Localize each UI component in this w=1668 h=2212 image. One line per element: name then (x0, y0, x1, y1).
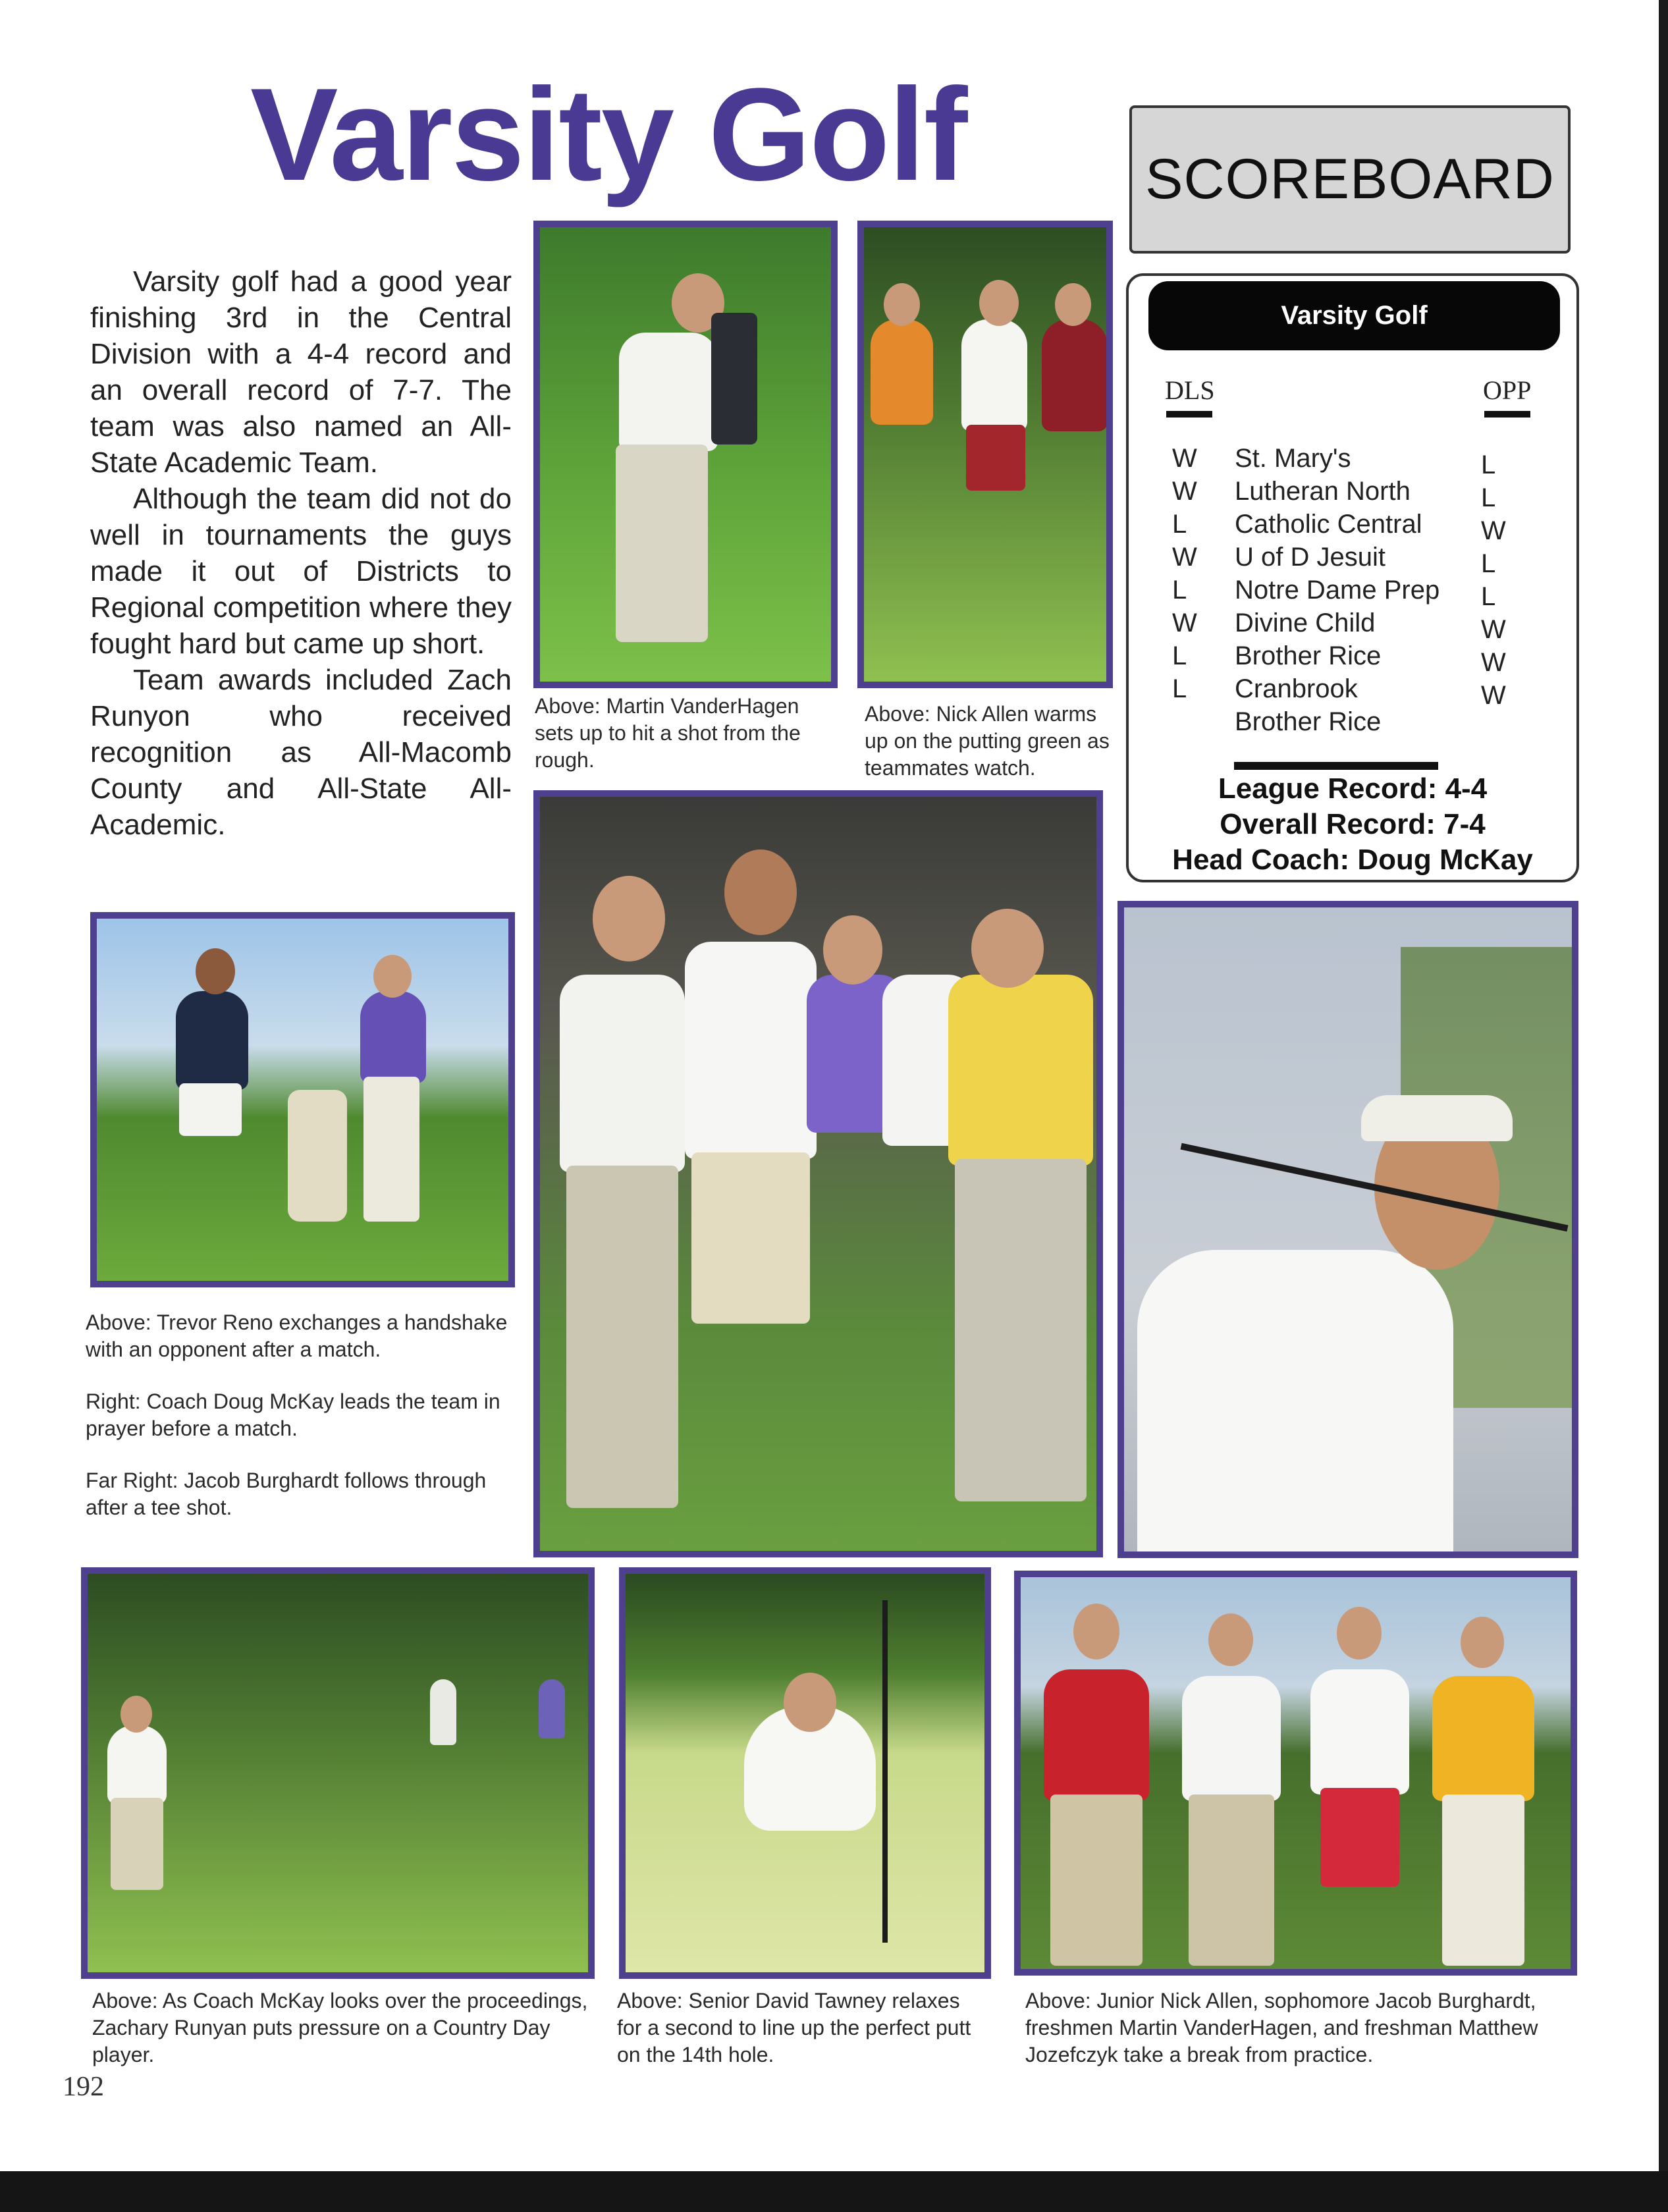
opp-result: W (1481, 648, 1506, 677)
opp-result: W (1481, 615, 1506, 644)
page-edge (1659, 0, 1668, 2212)
dls-result: L (1172, 510, 1187, 539)
scoreboard-rows (1129, 444, 1576, 740)
opp-result: L (1481, 483, 1496, 512)
opponent-name: Divine Child (1235, 608, 1376, 637)
opp-result: W (1481, 681, 1506, 710)
records-divider (1234, 762, 1438, 770)
body-paragraph: Team awards included Zach Runyon who received recognition as All-Macomb County and All-State All-Academic. (90, 664, 512, 841)
photo-team-break (1014, 1571, 1577, 1976)
score-row (1129, 608, 1576, 644)
league-record: League Record: 4-4 (1218, 772, 1488, 805)
caption-runyan: Above: As Coach McKay looks over the proceedings, Zachary Runyan puts pressure on a Country Day player. (92, 1989, 588, 2066)
caption-handshake: Above: Trevor Reno exchanges a handshake with an opponent after a match. (86, 1310, 508, 1361)
page-bottom-band (0, 2171, 1668, 2212)
photo-tawney (619, 1567, 991, 1979)
column-underline (1484, 411, 1530, 418)
opp-result: L (1481, 549, 1496, 578)
body-paragraph: Although the team did not do well in tournaments the guys made it out of Districts to Regional competition where they fought hard but came up short. (90, 483, 512, 660)
caption-prayer: Right: Coach Doug McKay leads the team in prayer before a match. (86, 1389, 500, 1440)
scoreboard-records (1129, 771, 1576, 878)
dls-result: L (1172, 641, 1187, 670)
scoreboard-box (1126, 273, 1579, 882)
photo-vanderhagen (533, 221, 838, 688)
scoreboard-label: Varsity Golf (1148, 281, 1560, 350)
score-row (1129, 543, 1576, 576)
photo-handshake (90, 912, 515, 1287)
caption-team-break: Above: Junior Nick Allen, sophomore Jacob Burghardt, freshmen Martin VanderHagen, and freshman Matthew Jozefczyk take a break from practice. (1025, 1989, 1538, 2066)
opp-result: L (1481, 582, 1496, 611)
scoreboard-col-dls: DLS (1165, 375, 1215, 405)
opponent-name: U of D Jesuit (1235, 543, 1386, 572)
score-row (1129, 674, 1576, 710)
score-row (1129, 477, 1576, 510)
dls-result: W (1172, 608, 1197, 637)
opponent-name: Notre Dame Prep (1235, 576, 1440, 605)
opponent-name: Brother Rice (1235, 707, 1382, 736)
score-row (1129, 707, 1576, 740)
page-title: Varsity Golf (250, 61, 967, 208)
photo-runyan (81, 1567, 595, 1979)
opponent-name: Catholic Central (1235, 510, 1422, 539)
photo-burghardt (1117, 901, 1578, 1558)
score-row (1129, 576, 1576, 611)
caption-vanderhagen: Above: Martin VanderHagen sets up to hit a shot from the rough. (535, 694, 801, 772)
scoreboard-col-opp: OPP (1483, 375, 1532, 405)
caption-allen: Above: Nick Allen warms up on the putting green as teammates watch. (865, 702, 1110, 780)
column-underline (1166, 411, 1212, 418)
body-paragraph: Varsity golf had a good year finishing 3rd in the Central Division with a 4-4 record and an overall record of 7-7. The team was also named an All-State Academic Team. (90, 265, 512, 479)
article-body (90, 263, 512, 843)
opponent-name: Brother Rice (1235, 641, 1382, 670)
score-row (1129, 641, 1576, 677)
opp-result: L (1481, 450, 1496, 479)
overall-record: Overall Record: 7-4 (1220, 808, 1486, 840)
photo-allen-putting (857, 221, 1113, 688)
page-number: 192 (63, 2072, 104, 2102)
opponent-name: Lutheran North (1235, 477, 1411, 506)
score-row (1129, 510, 1576, 543)
dls-result: L (1172, 576, 1187, 605)
scoreboard-header: SCOREBOARD (1129, 105, 1571, 254)
head-coach: Head Coach: Doug McKay (1172, 844, 1533, 876)
dls-result: W (1172, 543, 1197, 572)
caption-tawney: Above: Senior David Tawney relaxes for a second to line up the perfect putt on the 14th hole. (617, 1989, 971, 2066)
dls-result: W (1172, 444, 1197, 473)
score-row (1129, 444, 1576, 477)
dls-result: L (1172, 674, 1187, 703)
opp-result: W (1481, 516, 1506, 545)
dls-result: W (1172, 477, 1197, 506)
opponent-name: Cranbrook (1235, 674, 1358, 703)
caption-burghardt: Far Right: Jacob Burghardt follows through after a tee shot. (86, 1469, 487, 1519)
photo-team-prayer (533, 790, 1103, 1557)
opponent-name: St. Mary's (1235, 444, 1351, 473)
